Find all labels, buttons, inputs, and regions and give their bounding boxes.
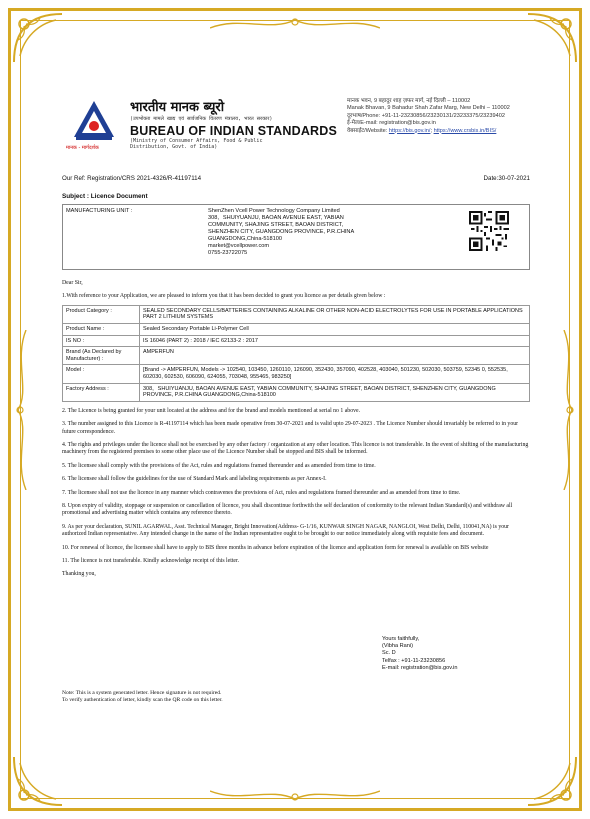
- licence-details-table: [62, 305, 530, 402]
- detail-key: Brand (As Declared by Manufacturer) :: [63, 347, 140, 365]
- detail-key: Product Category :: [63, 305, 140, 323]
- terms-paragraph: 4. The rights and privileges under the licence shall not be exercised by any other factory / organization at any other location. This licence is not transferable. In the event of shifting of the manufacturing machinery from the registered premises to some other place use of the Licence Number shall be stopped and BIS shall be informed.: [62, 441, 529, 456]
- reference-number: Our Ref: Registration/CRS 2021-4326/R-41197114: [62, 175, 202, 182]
- address-line: GUANGDONG,China-518100: [208, 236, 282, 242]
- website-link[interactable]: https://www.crsbis.in/BIS/: [433, 127, 497, 134]
- detail-value: SEALED SECONDARY CELLS/BATTERIES CONTAINING ALKALINE OR OTHER NON-ACID ELECTROLYTES FOR USE IN PORTABLE APPLICATIONS PART 2 LITHIUM SYSTEMS: [140, 305, 530, 323]
- logo-tagline: मानक - मार्गदर्शक: [66, 145, 99, 151]
- qr-code-icon[interactable]: [469, 211, 509, 251]
- address-line: 308，SHUIYUANJU, BAOAN AVENUE EAST, YABIAN: [208, 215, 344, 221]
- address-line: दूरभाष/Phone: +91-11-23230856/23230131/23233375/23239402: [347, 112, 505, 119]
- signature-line: (Vibha Rani): [382, 643, 413, 650]
- address-line: ShenZhen Vcell Power Technology Company Limited: [208, 208, 340, 214]
- footer-note: [62, 690, 223, 705]
- terms-paragraph: 8. Upon expiry of validity, stoppage or suspension or cancellation of licence, you shall discontinue forthwith the self declaration of conformity to the relevant Indian Standard(s) and withdraw all promotional and advertising matter which contains any reference thereto.: [62, 503, 513, 517]
- letter-content: [62, 95, 530, 579]
- border-flourish-icon: [12, 330, 32, 490]
- address-line: 0755-23722075: [208, 250, 248, 256]
- detail-key: Factory Address :: [63, 383, 140, 401]
- manufacturing-unit-address: [208, 208, 413, 257]
- org-name-english: BUREAU OF INDIAN STANDARDS: [130, 124, 338, 138]
- detail-key: IS NO :: [63, 335, 140, 347]
- corner-ornament-icon: [10, 753, 66, 809]
- signature-block: [382, 636, 458, 672]
- corner-ornament-icon: [524, 753, 580, 809]
- terms-paragraph: 2. The Licence is being granted for your unit located at the address and for the brand and models mentioned at serial no 1 above.: [62, 407, 361, 414]
- salutation: Dear Sir,: [62, 280, 83, 286]
- signature-line: Telfax : +91-11-23230856: [382, 657, 446, 664]
- terms-paragraph: 10. For renewal of licence, the licensee shall have to apply to BIS three months in advance before expiration of the licence and application form for renewal is available on BIS website: [62, 544, 489, 551]
- website-link[interactable]: https://bis.gov.in/: [388, 127, 431, 134]
- detail-value: AMPERFUN: [140, 347, 530, 365]
- address-line: SHENZHEN CITY, GUANGDONG PROVINCE, P.R.CHINA: [208, 229, 355, 235]
- terms-paragraph: 11. The licence is not transferable. Kindly acknowledge receipt of this letter.: [62, 558, 240, 565]
- table-row: [63, 347, 530, 365]
- address-line: मानक भवन, 9 बहादुर शाह ज़फर मार्ग, नई दिल्ली – 110002: [347, 98, 471, 104]
- website-line: वेबसाईट/Website: https://bis.gov.in/; https://www.crsbis.in/BIS/: [347, 127, 497, 134]
- org-ministry-english: (Ministry of Consumer Affairs, Food & Public Distribution, Govt. of India): [130, 138, 263, 150]
- signature-line: Sc. D: [382, 650, 396, 657]
- table-row: [63, 383, 530, 401]
- letterhead: [62, 95, 530, 165]
- manufacturing-unit-label: MANUFACTURING UNIT :: [66, 208, 133, 214]
- table-row: [63, 365, 530, 383]
- address-line: ई-मेल/E-mail: registration@bis.gov.in: [347, 120, 436, 127]
- address-line: Manak Bhavan, 9 Bahadur Shah Zafar Marg, New Delhi – 110002: [347, 105, 510, 112]
- note-line: Note: This is a system generated letter. Hence signature is not required.: [62, 690, 222, 696]
- table-row: [63, 335, 530, 347]
- corner-ornament-icon: [10, 10, 66, 66]
- subject-line: Subject : Licence Document: [62, 193, 148, 200]
- detail-value: IS 16046 (PART 2) : 2018 / IEC 62133-2 : 2017: [140, 335, 530, 347]
- terms-paragraph: 5. The licensee shall comply with the provisions of the Act, rules and regulations framed thereunder and as amended from time to time.: [62, 462, 376, 469]
- border-flourish-icon: [210, 14, 380, 34]
- bis-logo-icon: [70, 97, 118, 145]
- reference-line: [62, 175, 530, 189]
- border-flourish-icon: [558, 330, 578, 490]
- note-line: To verify authentication of letter, kindly scan the QR code on this letter.: [62, 697, 223, 704]
- terms-paragraph: 9. As per your declaration, SUNIL AGARWAL, Asst. Technical Manager, Bright Innovation(Address- G-1/16, KUNWAR SINGH NAGAR, NANGLOI, West Delhi, Delhi, 110041,NA) is your authorized Indian representative. Any intended change in the name of the Indian representative ought to be brought to our notice immediately along with requisite fees and document.: [62, 523, 509, 538]
- signature-line: E-mail: registration@bis.gov.in: [382, 664, 458, 671]
- closing-line: Thanking you,: [62, 571, 96, 578]
- org-ministry-hindi: (उपभोक्ता मामले खाद्य एवं सार्वजनिक वितरण मंत्रालय, भारत सरकार): [130, 116, 273, 122]
- detail-value: [Brand -> AMPERFUN, Models -> 102540, 103450, 1260110, 126090, 352430, 357090, 402528, 403040, 501230, 502030, 503759, 52345 0, 552535, 602030, 602530, 606090, 624055, 703048, 955465, 983250]: [140, 365, 530, 383]
- website-label: वेबसाईट/Website:: [347, 127, 388, 134]
- terms-paragraph: 3. The number assigned to this Licence is R-41197114 which has been made operative from 30-07-2021 and is valid upto 29-07-2023 . The Licence Number should invariably be referred to in your future correspondence.: [62, 421, 519, 435]
- detail-key: Model :: [63, 365, 140, 383]
- address-line: COMMUNITY, SHAJING STREET, BAOAN DISTRICT,: [208, 222, 344, 228]
- table-row: [63, 305, 530, 323]
- organization-name-block: [130, 97, 337, 150]
- address-line: market@vcellpower.com: [208, 243, 270, 249]
- signature-line: Yours faithfully,: [382, 636, 420, 642]
- manufacturing-unit-box: [62, 204, 530, 270]
- table-row: [63, 324, 530, 336]
- org-name-hindi: भारतीय मानक ब्यूरो: [130, 100, 225, 115]
- letter-date: Date:30-07-2021: [483, 175, 530, 182]
- corner-ornament-icon: [524, 10, 580, 66]
- detail-key: Product Name :: [63, 324, 140, 336]
- terms-paragraph: 7. The licensee shall not use the licence in any manner which contravenes the provisions of Act, rules and regulations framed thereunder and as amended from time to time.: [62, 489, 461, 496]
- org-address-block: [347, 98, 533, 135]
- detail-value: Sealed Secondary Portable Li-Polymer Cell: [140, 324, 530, 336]
- terms-paragraph: 6. The licensee shall follow the guidelines for the use of Standard Mark and labeling requirements as per Annex-I.: [62, 476, 327, 483]
- intro-paragraph: 1.With reference to your Application, we are pleased to inform you that it has been decided to grant you licence as per details given below :: [62, 293, 386, 300]
- border-flourish-icon: [210, 785, 380, 805]
- detail-value: 308，SHUIYUANJU, BAOAN AVENUE EAST, YABIAN COMMUNITY, SHAJING STREET, BAOAN DISTRICT, SHENZHEN CITY, GUANGDONG PROVINCE, P.R.CHINA GUANGDONG,China-518100: [140, 383, 530, 401]
